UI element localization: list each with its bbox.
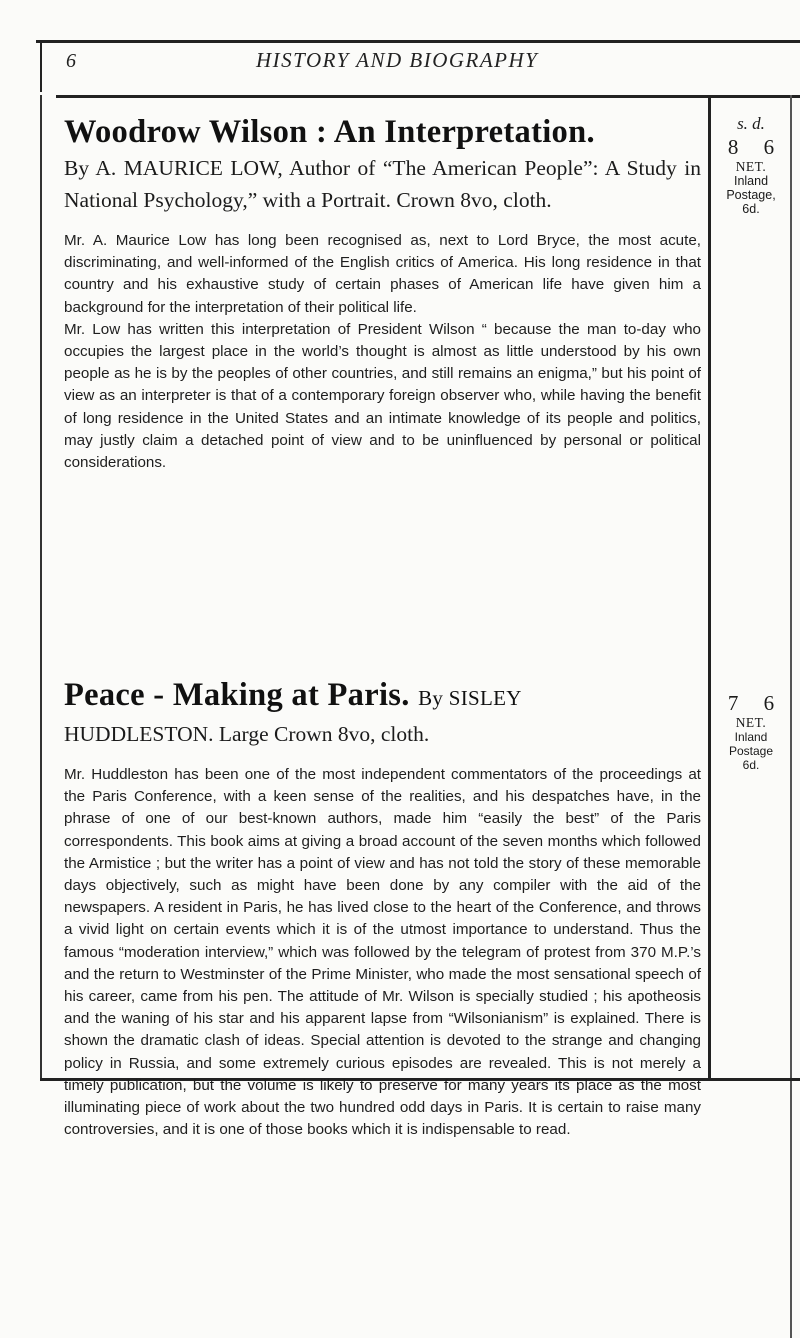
- frame-left-rule: [40, 95, 42, 1080]
- price-net-label: NET.: [735, 159, 767, 174]
- postage-note-line: Postage: [728, 744, 774, 758]
- description-paragraph: Mr. A. Maurice Low has long been recognised as, next to Lord Bryce, the most acute, discriminating, and well-informed of the English critics of America. His long residence in that country and his exhaustive study of certain phases of American life have given him a background for the interpretation of their political life.: [64, 232, 701, 316]
- book-title-text: Peace - Making at Paris.: [64, 677, 410, 713]
- page-header: [0, 48, 800, 88]
- postage-note-line: 6d.: [742, 758, 760, 772]
- top-rule: [36, 40, 800, 43]
- book-title: Woodrow Wilson : An Interpretation.: [64, 114, 595, 150]
- book-description: [64, 230, 701, 474]
- price: 8 6: [727, 135, 785, 159]
- price-block-woodrow-wilson: [712, 114, 790, 216]
- description-paragraph: Mr. Low has written this interpretation of President Wilson “ because the man to-day who occupies the largest place in the world’s thought is almost as little understood by his own people as he is by the peoples of other countries, and still remains an enigma,” but his point of view as an interpreter is that of a contemporary foreign observer who, while having the benefit of long residence in the United States and an intimate knowledge of its people and politics, may justly claim a detached point of view and to be uninfluenced by personal or political considerations.: [64, 320, 701, 472]
- postage-note-line: 6d.: [742, 202, 760, 216]
- header-rule: [56, 95, 800, 98]
- postage-note-line: Inland: [734, 730, 768, 744]
- price-column-heading: s. d.: [737, 114, 765, 133]
- right-edge-rule: [790, 95, 792, 1338]
- postage-note-line: Postage,: [726, 188, 776, 202]
- book-byline: HUDDLESTON. Large Crown 8vo, cloth.: [64, 722, 430, 746]
- page-number: 6: [66, 50, 76, 72]
- book-title: [64, 675, 701, 718]
- book-description: [64, 764, 701, 1141]
- description-paragraph: Mr. Huddleston has been one of the most independent commentators of the proceedings at the Paris Conference, with a keen sense of the realities, and his despatches have, in the phrase of one of our best-known authors, made him “easily the best” of the Paris correspondents. This book aims at giving a broad account of the seven months which followed the Armistice ; but the writer has a point of view and has not told the story of these memorable days objectively, such as might have been done by any compiler with the aid of the newspapers. A resident in Paris, he has lived close to the heart of the Conference, and throws a vivid light on certain events which it is of the utmost importance to understand. Thus the famous “moderation interview,” which was followed by the telegram of protest from 370 M.P.’s and the return to Westminster of the Prime Minister, who made the most sensational speech of his career, came from his pen. The attitude of Mr. Wilson is specially studied ; his apotheosis and the waning of his star and his apparent lapse from “Wilsonianism” is explained. There is shown the dramatic clash of ideas. Special attention is devoted to the strange and changing policy in Russia, and some extremely curious episodes are revealed. This is not merely a timely publication, but the volume is likely to preserve for many years its place as the most illuminating piece of work about the two hundred odd days in Paris. It is certain to raise many controversies, and it is one of those books which it is indispensable to read.: [64, 766, 701, 1139]
- book-entry-peace-making: [64, 675, 701, 1141]
- price: 7 6: [727, 691, 785, 715]
- running-head: HISTORY AND BIOGRAPHY: [256, 48, 539, 72]
- price-net-label: NET.: [735, 715, 767, 730]
- price-column-divider: [708, 95, 711, 1080]
- postage-note-line: Inland: [733, 174, 769, 188]
- book-entry-woodrow-wilson: [64, 112, 701, 474]
- price-block-peace-making: [712, 690, 790, 772]
- book-byline-inline: By SISLEY: [418, 686, 522, 710]
- book-byline: By A. MAURICE LOW, Author of “The American People”: A Study in National Psychology,” with a Portrait. Crown 8vo, cloth.: [64, 156, 701, 212]
